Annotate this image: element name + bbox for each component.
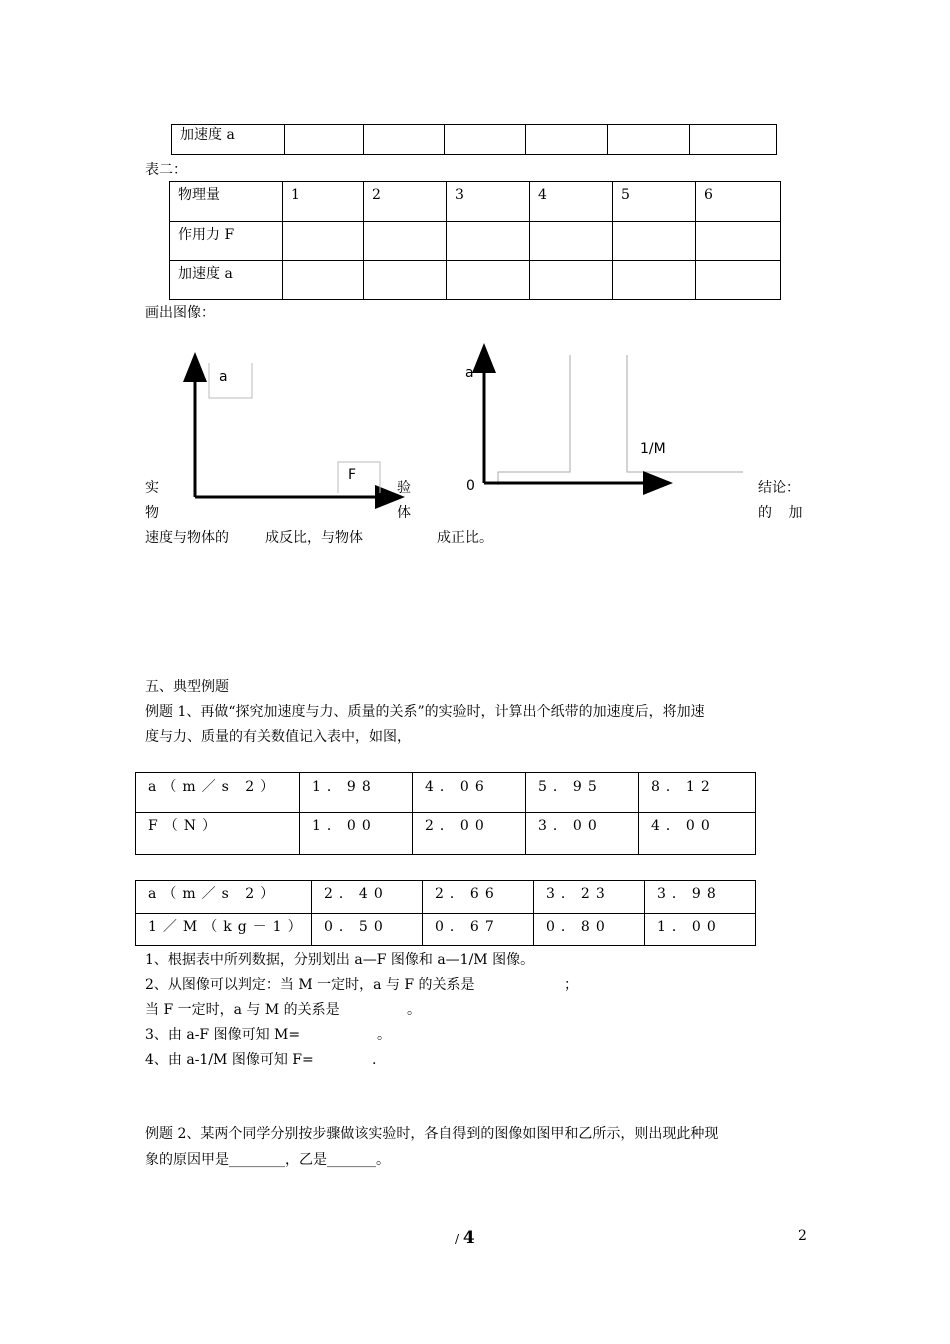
cell: a（m／s 2） <box>136 773 300 813</box>
example1-line1: 例题 1、再做“探究加速度与力、质量的关系”的实验时，计算出个纸带的加速度后，将加速 <box>145 704 705 720</box>
graph1-x-label: F <box>348 467 357 483</box>
table2-cell <box>530 222 613 261</box>
table2-header: 5 <box>613 182 696 222</box>
example2-line2-b: ，乙是 <box>285 1152 327 1168</box>
table2-row-label: 加速度 a <box>170 261 283 300</box>
cell: 0．67 <box>423 914 534 946</box>
cell: 1／M（kg－1） <box>136 914 312 946</box>
table1-cell <box>285 125 364 155</box>
table1-cell <box>445 125 526 155</box>
cell: 2．40 <box>312 881 423 914</box>
table1-cell <box>690 125 777 155</box>
conclusion-col1-top: 实 <box>145 480 159 496</box>
conclusion-line3-c: 成正比。 <box>437 530 493 546</box>
cell: 3．23 <box>534 881 645 914</box>
conclusion-mid-bottom: 体 <box>397 505 411 521</box>
table1-label-accel: 加速度 a <box>172 125 285 155</box>
cell: 1．00 <box>300 813 413 855</box>
question-4-end: . <box>372 1052 377 1068</box>
question-4: 4、由 a-1/M 图像可知 F= <box>145 1052 314 1068</box>
conclusion-right-top: 结论： <box>758 480 800 496</box>
table2-header: 物理量 <box>170 182 283 222</box>
conclusion-line3-b: 成反比，与物体 <box>265 530 363 546</box>
graph-a-vs-f <box>180 355 420 505</box>
cell: 5．95 <box>526 773 639 813</box>
table2-cell <box>283 261 364 300</box>
cell: 1．98 <box>300 773 413 813</box>
conclusion-right-bottom: 的 加 <box>758 505 803 521</box>
table2 <box>169 181 781 300</box>
table2-cell <box>283 222 364 261</box>
table2-cell <box>530 261 613 300</box>
question-1: 1、根据表中所列数据，分别划出 a—F 图像和 a—1/M 图像。 <box>145 952 535 968</box>
table1-cell <box>364 125 445 155</box>
table2-cell <box>696 261 781 300</box>
question-2a: 2、从图像可以判定：当 M 一定时，a 与 F 的关系是 <box>145 977 475 993</box>
question-2b: 当 F 一定时，a 与 M 的关系是 <box>145 1002 340 1018</box>
cell: 0．80 <box>534 914 645 946</box>
table2-cell <box>364 222 447 261</box>
table2-header: 2 <box>364 182 447 222</box>
graph2-y-label: a <box>465 365 474 381</box>
example2-line2 <box>145 1150 390 1170</box>
table2-row-label: 作用力 F <box>170 222 283 261</box>
cell: F（N） <box>136 813 300 855</box>
graph1-y-label: a <box>219 369 228 385</box>
label-box-f <box>338 462 380 493</box>
table-a-vs-f <box>135 772 756 855</box>
cell: 8．12 <box>639 773 756 813</box>
table1-cell <box>608 125 690 155</box>
table2-caption: 表二： <box>145 162 187 178</box>
cell: 3．00 <box>526 813 639 855</box>
conclusion-line3-a: 速度与物体的 <box>145 530 229 546</box>
table2-header: 4 <box>530 182 613 222</box>
graph2-origin: 0 <box>466 478 475 494</box>
cell: 4．06 <box>413 773 526 813</box>
graph-a-vs-inv-m <box>460 350 760 500</box>
table2-cell <box>613 222 696 261</box>
table1-cell <box>526 125 608 155</box>
page-total <box>455 1228 475 1248</box>
question-2b-end: 。 <box>407 1002 421 1018</box>
table-a-vs-inv-m <box>135 880 756 946</box>
table2-cell <box>447 261 530 300</box>
conclusion-mid-top: 验 <box>397 480 411 496</box>
example2-line1: 例题 2、某两个同学分别按步骤做该实验时，各自得到的图像如图甲和乙所示，则出现此种现 <box>145 1126 719 1142</box>
example1-line2: 度与力、质量的有关数值记入表中，如图， <box>145 729 411 745</box>
table2-cell <box>613 261 696 300</box>
frame-line <box>498 355 570 485</box>
example2-line2-a: 象的原因甲是 <box>145 1152 229 1168</box>
table2-cell <box>364 261 447 300</box>
example2-line2-c: 。 <box>376 1152 390 1168</box>
graph2-x-label: 1/M <box>640 441 666 457</box>
section5-title: 五、典型例题 <box>145 679 229 695</box>
label-box-a <box>209 363 252 398</box>
draw-caption: 画出图像： <box>145 305 215 321</box>
question-3: 3、由 a-F 图像可知 M= <box>145 1027 301 1043</box>
question-3-end: 。 <box>377 1027 391 1043</box>
table2-header: 6 <box>696 182 781 222</box>
example2-blank-2: _______ <box>327 1152 376 1168</box>
cell: 4．00 <box>639 813 756 855</box>
table2-header: 1 <box>283 182 364 222</box>
cell: 2．00 <box>413 813 526 855</box>
table2-header: 3 <box>447 182 530 222</box>
page-slash: / <box>455 1232 463 1246</box>
conclusion-col1-bottom: 物 <box>145 505 159 521</box>
cell: a（m／s 2） <box>136 881 312 914</box>
example2-blank-1: ________ <box>229 1152 285 1168</box>
page-number: 2 <box>798 1228 807 1244</box>
table2-cell <box>447 222 530 261</box>
cell: 0．50 <box>312 914 423 946</box>
cell: 3．98 <box>645 881 756 914</box>
cell: 1．00 <box>645 914 756 946</box>
page-total-number: 4 <box>462 1228 475 1248</box>
table1-tail <box>171 124 777 155</box>
table2-cell <box>696 222 781 261</box>
question-2a-end: ； <box>564 977 578 993</box>
cell: 2．66 <box>423 881 534 914</box>
